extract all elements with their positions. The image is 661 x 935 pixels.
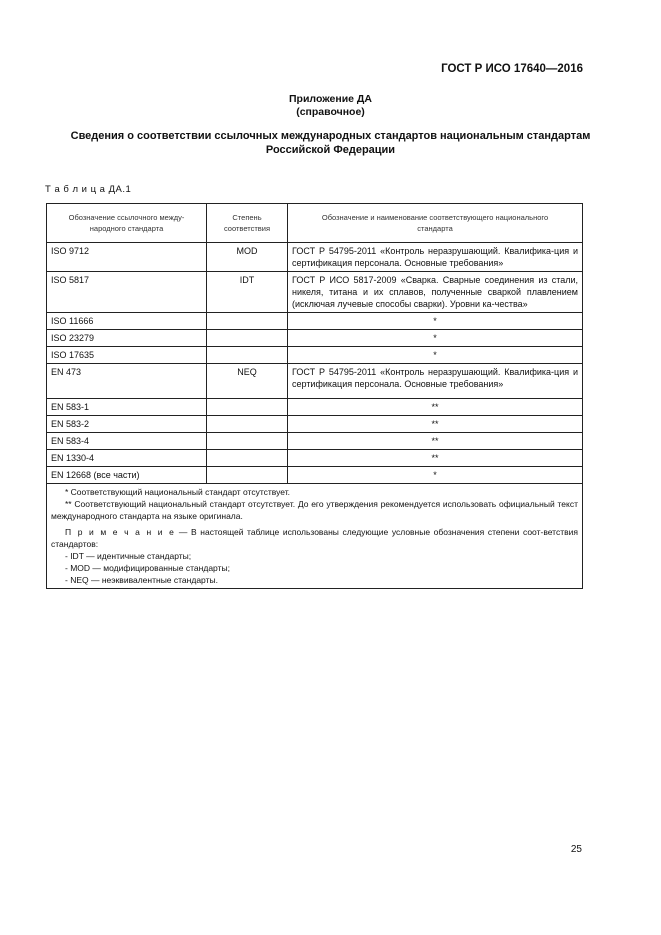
row-reference: EN 1330-4 xyxy=(47,450,207,467)
standard-number: ГОСТ Р ИСО 17640—2016 xyxy=(441,63,583,75)
row-national: ГОСТ Р 54795-2011 «Контроль неразрушающий. Квалифика-ция и сертификация персонала. Основные требования» xyxy=(288,364,583,399)
footnote-double-asterisk: ** Соответствующий национальный стандарт отсутствует. До его утверждения рекомендуется использовать официальный текст международного стандарта на языке оригинала. xyxy=(51,499,578,521)
annex-subtitle: (справочное) xyxy=(296,106,365,118)
note-paragraph xyxy=(51,526,578,550)
note-item-neq: - NEQ — неэквивалентные стандарты. xyxy=(65,575,218,585)
table-row xyxy=(47,313,583,330)
section-title xyxy=(45,129,616,157)
table-row xyxy=(47,364,583,399)
header-reference-standard: Обозначение ссылочного между- народного стандарта xyxy=(47,204,207,243)
row-reference: EN 583-4 xyxy=(47,433,207,450)
table-row xyxy=(47,399,583,416)
row-national: ** xyxy=(288,399,583,416)
table-notes xyxy=(47,484,583,589)
row-reference: EN 473 xyxy=(47,364,207,399)
annex-heading xyxy=(0,93,661,119)
row-national: * xyxy=(288,467,583,484)
table-row xyxy=(47,330,583,347)
row-national: ** xyxy=(288,433,583,450)
row-degree xyxy=(207,399,288,416)
row-degree: NEQ xyxy=(207,364,288,399)
row-reference: ISO 23279 xyxy=(47,330,207,347)
table-label: Т а б л и ц а ДА.1 xyxy=(45,184,132,195)
row-national: ** xyxy=(288,450,583,467)
row-degree xyxy=(207,416,288,433)
row-degree xyxy=(207,433,288,450)
row-degree xyxy=(207,467,288,484)
header-degree: Степень соответствия xyxy=(207,204,288,243)
row-national: * xyxy=(288,347,583,364)
row-national: ** xyxy=(288,416,583,433)
table-row xyxy=(47,433,583,450)
row-reference: ISO 9712 xyxy=(47,243,207,272)
header-national-standard: Обозначение и наименование соответствующего национального стандарта xyxy=(288,204,583,243)
table-row xyxy=(47,347,583,364)
row-reference: EN 12668 (все части) xyxy=(47,467,207,484)
row-reference: ISO 11666 xyxy=(47,313,207,330)
row-reference: ISO 17635 xyxy=(47,347,207,364)
row-degree xyxy=(207,330,288,347)
row-degree xyxy=(207,450,288,467)
table-row xyxy=(47,243,583,272)
annex-title: Приложение ДА xyxy=(289,93,372,105)
row-reference: ISO 5817 xyxy=(47,272,207,313)
table-row xyxy=(47,272,583,313)
note-item-mod: - MOD — модифицированные стандарты; xyxy=(65,563,230,573)
row-degree: MOD xyxy=(207,243,288,272)
section-title-line2: Российской Федерации xyxy=(265,144,396,156)
row-national: ГОСТ Р ИСО 5817-2009 «Сварка. Сварные соединения из стали, никеля, титана и их сплавов, полученные сваркой плавлением (исключая лучевые способы сварки). Уровни ка-чества» xyxy=(288,272,583,313)
row-degree xyxy=(207,347,288,364)
footnote-single-asterisk: * Соответствующий национальный стандарт отсутствует. xyxy=(65,487,291,497)
table-row xyxy=(47,416,583,433)
row-degree: IDT xyxy=(207,272,288,313)
row-national: * xyxy=(288,313,583,330)
notes-row xyxy=(47,484,583,589)
page-number: 25 xyxy=(570,844,582,855)
table-row xyxy=(47,450,583,467)
note-item-idt: - IDT — идентичные стандарты; xyxy=(65,551,192,561)
table-header-row xyxy=(47,204,583,243)
note-label: П р и м е ч а н и е xyxy=(65,527,176,537)
section-title-line1: Сведения о соответствии ссылочных международных стандартов национальным стандартам xyxy=(70,130,591,142)
row-reference: EN 583-2 xyxy=(47,416,207,433)
row-degree xyxy=(207,313,288,330)
note-text: — В настоящей таблице использованы следующие условные обозначения степени соот-ветствия стандартов: xyxy=(51,527,578,549)
table-row xyxy=(47,467,583,484)
correspondence-table xyxy=(46,203,583,589)
row-national: * xyxy=(288,330,583,347)
row-national: ГОСТ Р 54795-2011 «Контроль неразрушающий. Квалифика-ция и сертификация персонала. Основные требования» xyxy=(288,243,583,272)
row-reference: EN 583-1 xyxy=(47,399,207,416)
